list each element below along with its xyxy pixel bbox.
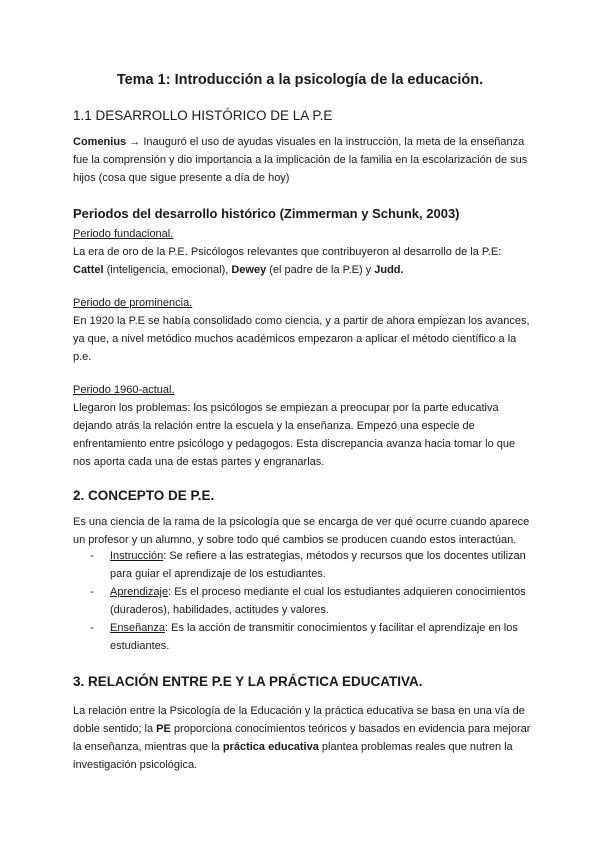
cattel-desc: (inteligencia, emocional), [103, 264, 232, 276]
list-term: Instrucción [110, 550, 164, 562]
period-fundacional-text: La era de oro de la P.E. Psicólogos relevantes que contribuyeron al desarrollo de la P.E: [73, 246, 502, 258]
list-term: Enseñanza [110, 622, 166, 634]
period-prominencia-text: En 1920 la P.E se había consolidado como ciencia, y a partir de ahora empiezan los avances, ya que, a nivel metódico muchos académicos empezaron a aplicar el método científico a la p.e. [73, 315, 530, 363]
arrow: → [126, 136, 144, 148]
period-1960-text: Llegaron los problemas: los psicólogos se empiezan a preocupar por la parte educativa dejando atrás la relación entre la escuela y la enseñanza. Empezó una especie de enfrentamiento entre psicólogo y pedagogos. Esta discrepancia avanza hacia tomar lo que nos aporta cada una de estas partes y engranarlas. [73, 402, 516, 468]
relation-paragraph [73, 702, 533, 774]
cattel-name: Cattel [73, 264, 104, 276]
list-item [73, 619, 533, 655]
period-fundacional [73, 225, 533, 279]
concept-list [73, 547, 533, 655]
list-item [73, 547, 533, 583]
concept-paragraph: Es una ciencia de la rama de la psicología que se encarga de ver qué ocurre cuando aparece un profesor y un alumno, y sobre todo qué cambios se producen cuando estos interactúan. [73, 516, 530, 546]
list-dash: - [90, 586, 94, 598]
period-prominencia [73, 294, 533, 366]
comenius-paragraph [73, 133, 533, 187]
pe-term: PE [156, 723, 171, 735]
list-dash: - [90, 550, 94, 562]
periods-heading: Periodos del desarrollo histórico (Zimmerman y Schunk, 2003) [73, 206, 460, 221]
list-dash: - [90, 622, 94, 634]
list-desc: : Se refiere a las estrategias, métodos y recursos que los docentes utilizan para guiar el aprendizaje de los estudiantes. [110, 550, 526, 580]
list-item [73, 583, 533, 619]
comenius-name: Comenius [73, 136, 127, 148]
dewey-desc: (el padre de la P.E) y [266, 264, 375, 276]
dewey-name: Dewey [231, 264, 267, 276]
period-fundacional-title: Periodo fundacional. [73, 228, 174, 240]
list-desc: : Es el proceso mediante el cual los estudiantes adquieren conocimientos (duraderos), habilidades, actitudes y valores. [110, 586, 526, 616]
relation-text-3: plantea problemas reales que nutren la investigación psicológica. [73, 741, 513, 771]
period-1960 [73, 381, 533, 471]
section-2-heading: 2. CONCEPTO DE P.E. [73, 488, 215, 503]
judd-name: Judd. [374, 264, 404, 276]
section-1-heading: 1.1 DESARROLLO HISTÓRICO DE LA P.E [73, 108, 333, 123]
comenius-text: Inauguró el uso de ayudas visuales en la instrucción, la meta de la enseñanza fue la comprensión y dio importancia a la implicación de la familia en la escolarización de sus hijos (cosa que sigue presente a día de hoy) [73, 136, 528, 184]
document-title: Tema 1: Introducción a la psicología de la educación. [116, 72, 484, 88]
relation-text-2: proporciona conocimientos teóricos y basados en evidencia para mejorar la enseñanza, mientras que la [73, 723, 531, 753]
section-3-heading: 3. RELACIÓN ENTRE P.E Y LA PRÁCTICA EDUCATIVA. [73, 674, 423, 689]
practica-term: práctica educativa [222, 741, 319, 753]
list-term: Aprendizaje [110, 586, 169, 598]
period-prominencia-title: Periodo de prominencia. [73, 297, 193, 309]
relation-text-1: La relación entre la Psicología de la Educación y la práctica educativa se basa en una vía de doble sentido; la [73, 705, 525, 735]
list-desc: : Es la acción de transmitir conocimientos y facilitar el aprendizaje en los estudiantes. [110, 622, 518, 652]
period-1960-title: Periodo 1960-actual. [73, 384, 175, 396]
